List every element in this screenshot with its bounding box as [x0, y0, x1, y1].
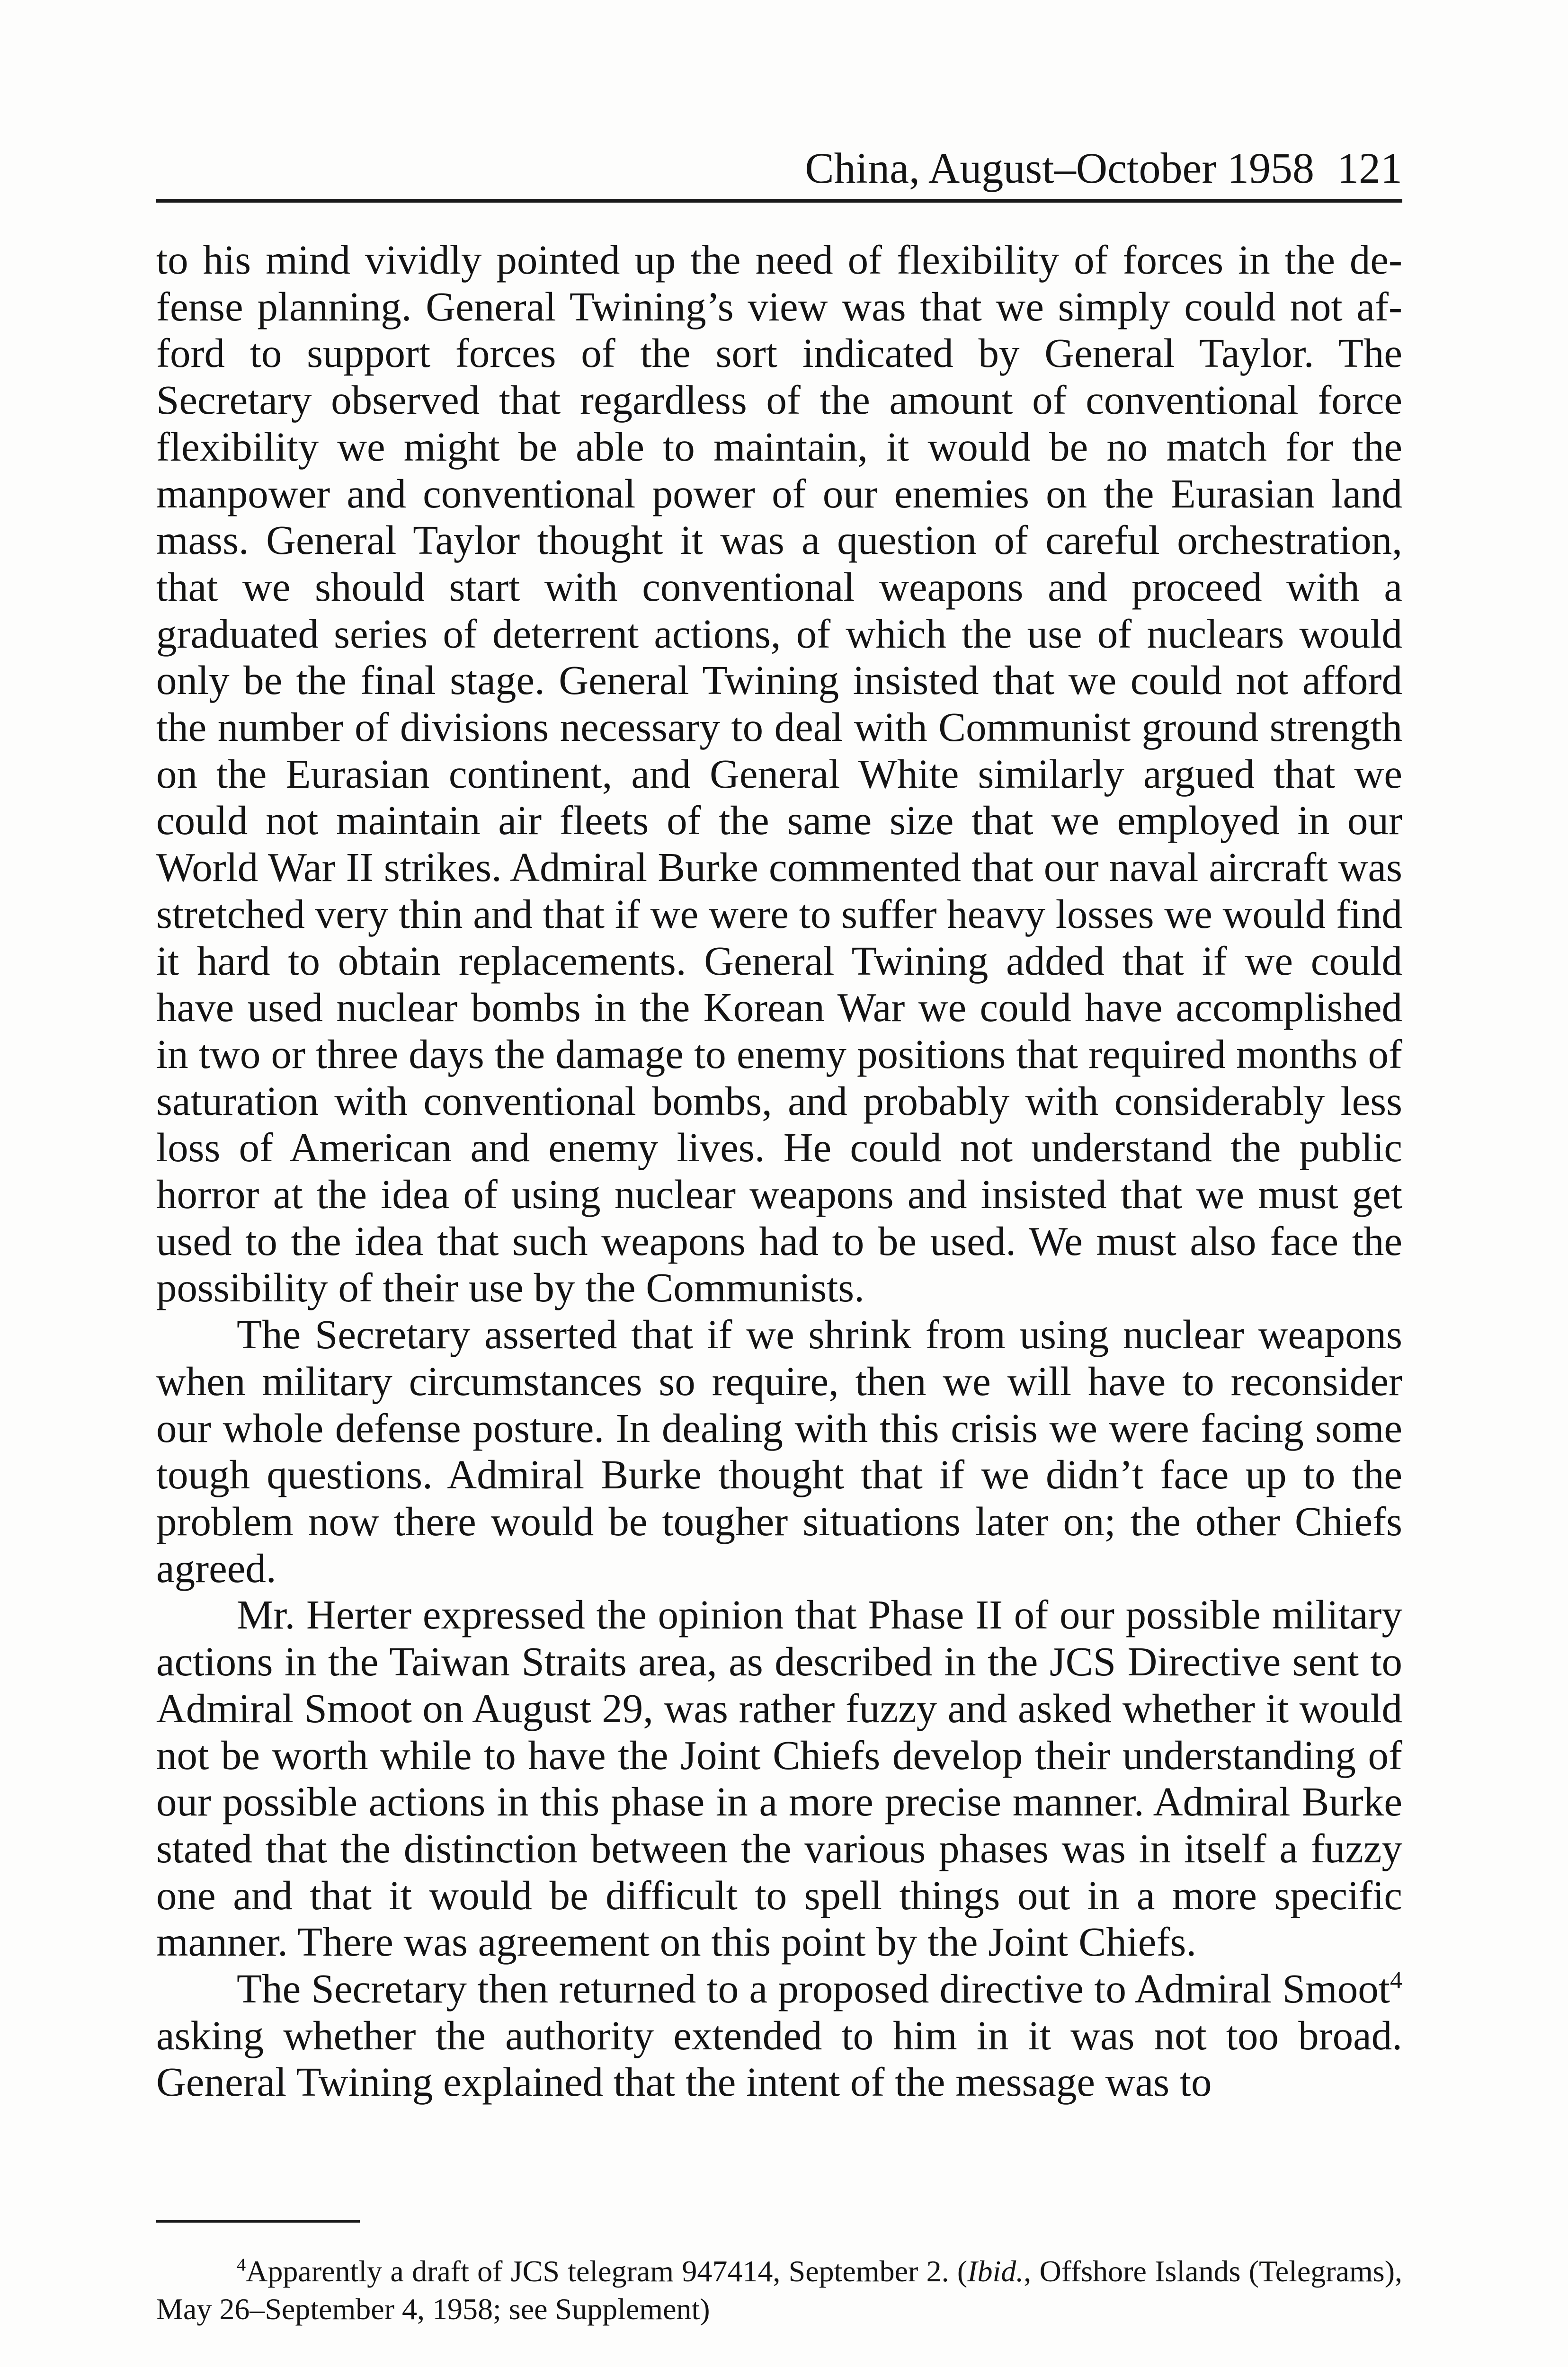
- paragraph-4-text-before: The Secretary then returned to a proposed directive to Admiral Smoot: [237, 1966, 1390, 2012]
- paragraph-4-text-after: asking whether the authority extended to him in it was not too broad. General Twining explained that the intent of the message was to: [156, 2012, 1402, 2105]
- footnote-text-after: , Offshore Islands (Telegrams), May 26–September 4, 1958; see Supplement): [156, 2254, 1403, 2326]
- header-rule: [156, 199, 1402, 203]
- footnote-ibid: Ibid.: [967, 2254, 1024, 2288]
- paragraph-4: [156, 1966, 1402, 2106]
- body-text: [156, 237, 1402, 2106]
- page-number: 121: [1337, 144, 1402, 192]
- footnote-marker: 4: [237, 2255, 246, 2275]
- running-head-title: China, August–October 1958: [805, 144, 1314, 192]
- footnote-rule: [156, 2220, 360, 2223]
- footnote-text-before: Apparently a draft of JCS telegram 947414, September 2. (: [246, 2254, 968, 2288]
- paragraph-3: Mr. Herter expressed the opinion that Phase II of our possible military actions in the Taiwan Straits area, as described in the JCS Directive sent to Admiral Smoot on August 29, was rather fuzzy and asked whether it would not be worth while to have the Joint Chiefs develop their understanding of our possible actions in this phase in a more precise manner. Admiral Burke stated that the distinction between the various phases was in itself a fuzzy one and that it would be difficult to spell things out in a more specific manner. There was agreement on this point by the Joint Chiefs.: [156, 1592, 1402, 1965]
- paragraph-2: The Secretary asserted that if we shrink from using nuclear weapons when military circumstances so require, then we will have to reconsider our whole defense posture. In dealing with this crisis we were facing some tough questions. Admiral Burke thought that if we didn’t face up to the problem now there would be tougher situations later on; the other Chiefs agreed.: [156, 1311, 1402, 1591]
- footnote: [156, 2252, 1402, 2328]
- footnote-reference: 4: [1390, 1967, 1402, 1994]
- running-head: [156, 142, 1402, 194]
- paragraph-1: to his mind vividly pointed up the need of flexibility of forces in the defense planning. General Twining’s view was that we simply could not afford to support forces of the sort indicated by General Taylor. The Secretary observed that regardless of the amount of conventional force flexibility we might be able to maintain, it would be no match for the manpower and conventional power of our enemies on the Eurasian land mass. General Taylor thought it was a question of careful orchestration, that we should start with conventional weapons and proceed with a graduated series of deterrent actions, of which the use of nuclears would only be the final stage. General Twining insisted that we could not afford the number of divisions necessary to deal with Communist ground strength on the Eurasian continent, and General White similarly argued that we could not maintain air fleets of the same size that we employed in our World War II strikes. Admiral Burke commented that our naval aircraft was stretched very thin and that if we were to suffer heavy losses we would find it hard to obtain replacements. General Twining added that if we could have used nuclear bombs in the Korean War we could have accomplished in two or three days the damage to enemy positions that required months of saturation with conventional bombs, and probably with considerably less loss of American and enemy lives. He could not understand the public horror at the idea of using nuclear weapons and insisted that we must get used to the idea that such weapons had to be used. We must also face the possibility of their use by the Communists.: [156, 237, 1402, 1311]
